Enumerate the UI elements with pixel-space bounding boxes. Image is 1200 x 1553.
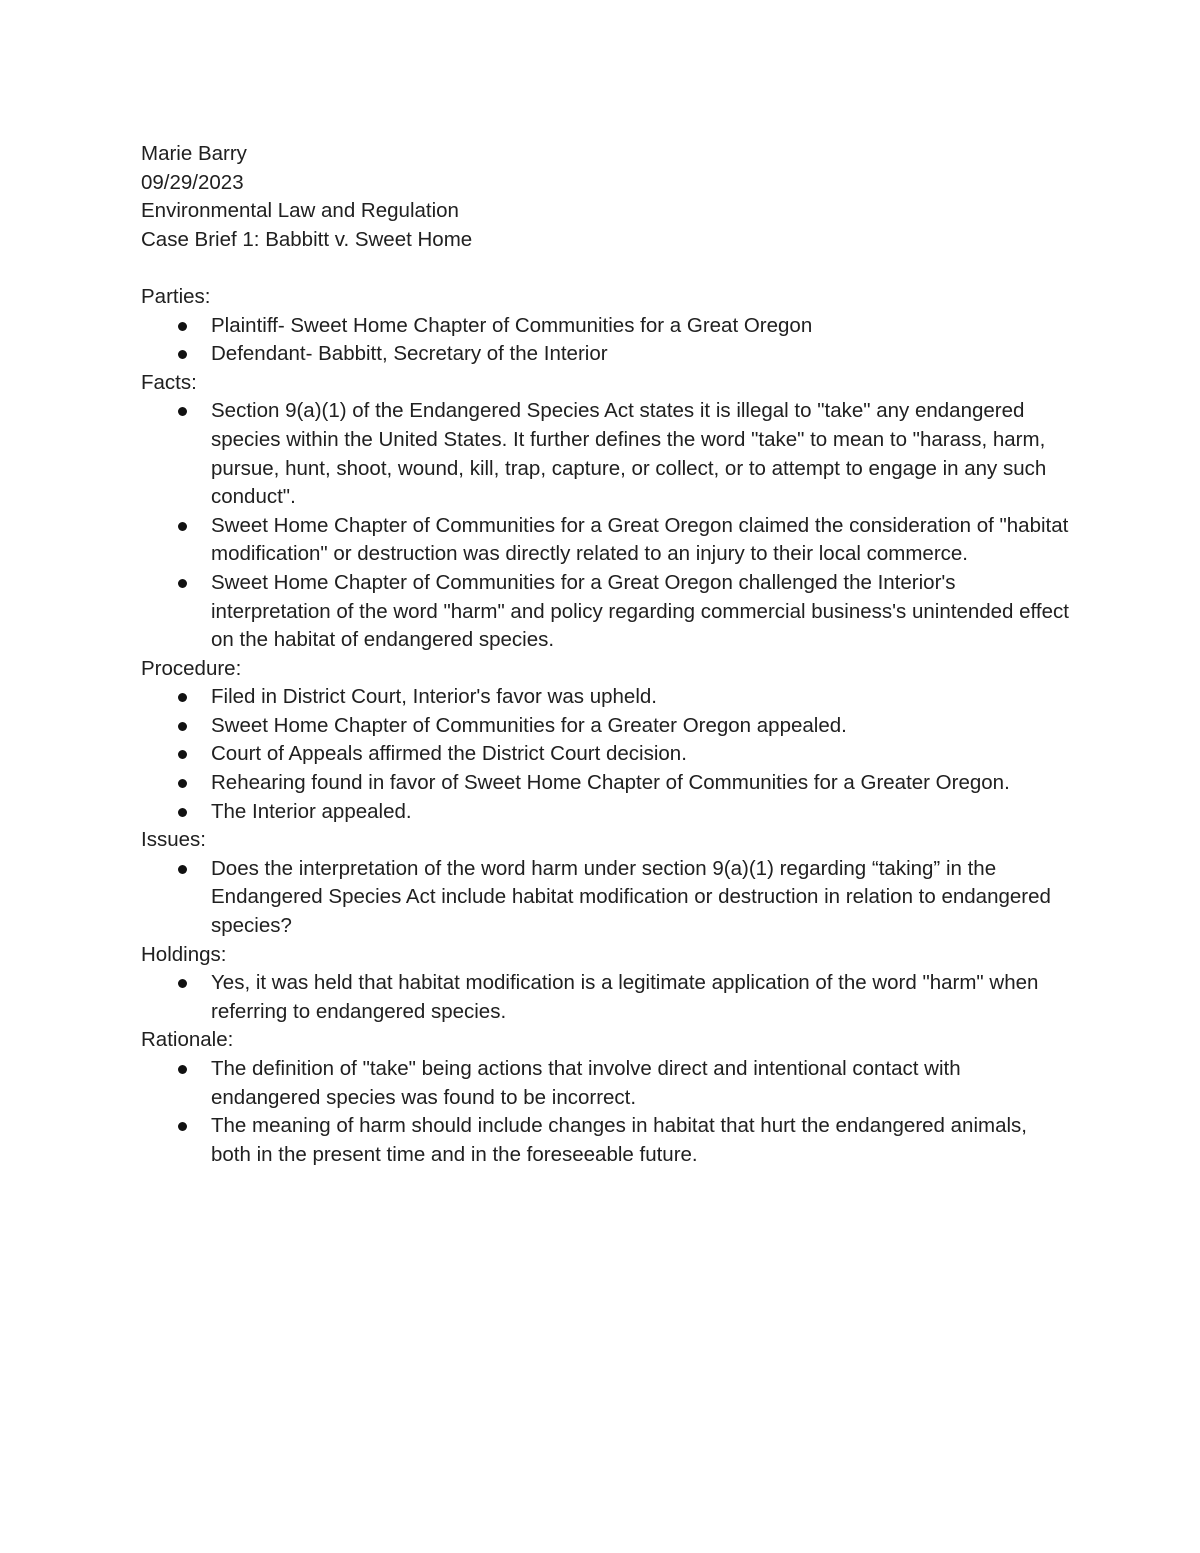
list-item bbox=[141, 340, 1071, 369]
section-heading: Issues: bbox=[141, 828, 206, 852]
bullet-icon bbox=[178, 407, 187, 416]
bullet-list bbox=[141, 1055, 1071, 1169]
bullet-icon bbox=[178, 1065, 187, 1074]
bullet-icon bbox=[178, 979, 187, 988]
list-item bbox=[141, 740, 1071, 769]
bullet-list bbox=[141, 312, 1071, 369]
list-item-text: Filed in District Court, Interior's favor was upheld. bbox=[211, 685, 657, 709]
bullet-icon bbox=[178, 1122, 187, 1131]
document-date: 09/29/2023 bbox=[141, 170, 244, 194]
list-item bbox=[141, 712, 1071, 741]
list-item-text: Defendant- Babbitt, Secretary of the Interior bbox=[211, 342, 608, 366]
list-item-text: The meaning of harm should include changes in habitat that hurt the endangered animals, both in the present time and in the foreseeable future. bbox=[211, 1114, 1027, 1166]
list-item bbox=[141, 312, 1071, 341]
bullet-icon bbox=[178, 865, 187, 874]
list-item bbox=[141, 855, 1071, 941]
section-parties bbox=[141, 283, 1071, 369]
bullet-icon bbox=[178, 779, 187, 788]
section-procedure bbox=[141, 655, 1071, 827]
bullet-list bbox=[141, 855, 1071, 941]
section-heading: Rationale: bbox=[141, 1028, 234, 1052]
list-item-text: Court of Appeals affirmed the District Court decision. bbox=[211, 742, 687, 766]
bullet-icon bbox=[178, 808, 187, 817]
list-item bbox=[141, 969, 1071, 1026]
list-item bbox=[141, 683, 1071, 712]
section-issues bbox=[141, 826, 1071, 940]
list-item-text: Does the interpretation of the word harm under section 9(a)(1) regarding “taking” in the Endangered Species Act include habitat modification or destruction in relation to endangered species? bbox=[211, 856, 1051, 938]
list-item-text: The definition of "take" being actions that involve direct and intentional contact with endangered species was found to be incorrect. bbox=[211, 1057, 961, 1109]
bullet-list bbox=[141, 969, 1071, 1026]
bullet-icon bbox=[178, 579, 187, 588]
document-body bbox=[141, 140, 1071, 1169]
course-name: Environmental Law and Regulation bbox=[141, 199, 459, 223]
section-heading: Parties: bbox=[141, 284, 211, 308]
list-item-text: Sweet Home Chapter of Communities for a Greater Oregon appealed. bbox=[211, 713, 847, 737]
section-rationale bbox=[141, 1026, 1071, 1169]
list-item-text: The Interior appealed. bbox=[211, 799, 412, 823]
document-title: Case Brief 1: Babbitt v. Sweet Home bbox=[141, 227, 473, 251]
list-item bbox=[141, 769, 1071, 798]
list-item bbox=[141, 397, 1071, 511]
bullet-list bbox=[141, 397, 1071, 654]
section-heading: Holdings: bbox=[141, 942, 227, 966]
list-item bbox=[141, 798, 1071, 827]
bullet-icon bbox=[178, 750, 187, 759]
bullet-icon bbox=[178, 322, 187, 331]
list-item bbox=[141, 1112, 1071, 1169]
list-item-text: Sweet Home Chapter of Communities for a Great Oregon challenged the Interior's interpretation of the word "harm" and policy regarding commercial business's unintended effect on the habitat of endangered species. bbox=[211, 570, 1069, 652]
bullet-list bbox=[141, 683, 1071, 826]
spacer bbox=[141, 254, 1071, 283]
list-item bbox=[141, 569, 1071, 655]
section-facts bbox=[141, 369, 1071, 655]
section-holdings bbox=[141, 941, 1071, 1027]
list-item bbox=[141, 512, 1071, 569]
list-item-text: Yes, it was held that habitat modification is a legitimate application of the word "harm" when referring to endangered species. bbox=[211, 971, 1039, 1023]
bullet-icon bbox=[178, 350, 187, 359]
section-heading: Facts: bbox=[141, 370, 197, 394]
list-item-text: Sweet Home Chapter of Communities for a Great Oregon claimed the consideration of "habitat modification" or destruction was directly related to an injury to their local commerce. bbox=[211, 513, 1069, 566]
list-item bbox=[141, 1055, 1071, 1112]
list-item-text: Section 9(a)(1) of the Endangered Species Act states it is illegal to "take" any endangered species within the United States. It further defines the word "take" to mean to "harass, harm, pursue, hunt, shoot, wound, kill, trap, capture, or collect, or to attempt to engage in any such conduct". bbox=[211, 399, 1047, 509]
bullet-icon bbox=[178, 722, 187, 731]
list-item-text: Rehearing found in favor of Sweet Home Chapter of Communities for a Greater Oregon. bbox=[211, 771, 1010, 795]
author-name: Marie Barry bbox=[141, 142, 247, 165]
list-item-text: Plaintiff- Sweet Home Chapter of Communities for a Great Oregon bbox=[211, 313, 813, 337]
section-heading: Procedure: bbox=[141, 656, 242, 680]
bullet-icon bbox=[178, 522, 187, 531]
bullet-icon bbox=[178, 693, 187, 702]
